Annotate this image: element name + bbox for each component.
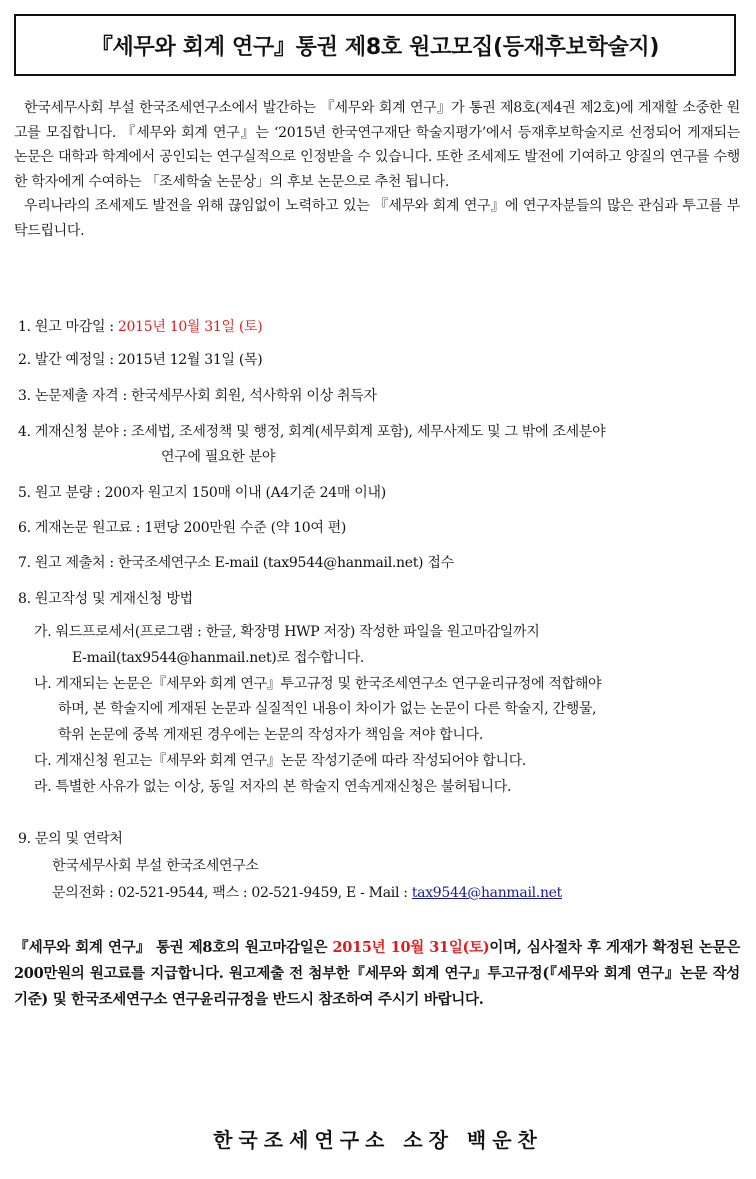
title-box <box>14 14 736 76</box>
item-submission: 7. 원고 제출처 : 한국조세연구소 E-mail (tax9544@hanmail.net) 접수 <box>18 555 454 571</box>
item-field-cont: 연구에 필요한 분야 <box>161 449 276 465</box>
item-contact: 9. 문의 및 연락처 <box>18 831 123 847</box>
notice-deadline-date: 2015년 10월 31일(토) <box>332 939 490 956</box>
contact-org: 한국세무사회 부설 한국조세연구소 <box>52 858 259 874</box>
notice-text-before: 『세무와 회계 연구』 통권 제8호의 원고마감일은 <box>14 939 333 956</box>
item-fee: 6. 게재논문 원고료 : 1편당 200만원 수준 (약 10여 편) <box>18 520 347 536</box>
intro-paragraph-1: 한국세무사회 부설 한국조세연구소에서 발간하는 『세무와 회계 연구』가 통권 제8호(제4권 제2호)에 게재할 소중한 원고를 모집합니다. 『세무와 회계 연구』는 ‘2015년 한국연구재단 학술지평가’에서 등재후보학술지로 선정되어 게재되는 논문은 대학과 학계에서 공인되는 연구실적으로 인정받을 수 있습니다. 또한 조세제도 발전에 기여하고 양질의 연구를 수행한 학자에게 수여하는 「조세학술 논문상」의 후보 논문으로 추천 됩니다. <box>14 100 740 190</box>
page-title: 『세무와 회계 연구』통권 제8호 원고모집(등재후보학술지) <box>90 34 660 60</box>
method-da: 다. 게재신청 원고는『세무와 회계 연구』논문 작성기준에 따라 작성되어야 합니다. <box>34 753 527 769</box>
method-na-line3: 학위 논문에 중복 게재된 경우에는 논문의 작성자가 책임을 져야 합니다. <box>58 727 483 743</box>
item-qualification: 3. 논문제출 자격 : 한국세무사회 회원, 석사학위 이상 취득자 <box>18 388 377 404</box>
item-deadline-label: 1. 원고 마감일 : <box>18 319 118 335</box>
method-na-line1: 나. 게재되는 논문은『세무와 회계 연구』투고규정 및 한국조세연구소 연구윤리규정에 적합해야 <box>34 676 602 692</box>
intro-paragraph-2: 우리나라의 조세제도 발전을 위해 끊임없이 노력하고 있는 『세무와 회계 연구』에 연구자분들의 많은 관심과 투고를 부탁드립니다. <box>14 198 740 239</box>
item-deadline <box>18 316 262 336</box>
contact-line <box>52 882 562 902</box>
method-ra: 라. 특별한 사유가 없는 이상, 동일 저자의 본 학술지 연속게재신청은 불허됩니다. <box>34 779 512 795</box>
contact-phone-fax: 문의전화 : 02-521-9544, 팩스 : 02-521-9459, E - Mail : <box>52 885 412 901</box>
method-ga-line2: E-mail(tax9544@hanmail.net)로 접수합니다. <box>72 650 365 666</box>
notice-text-after: 이며, 심사절차 후 게재가 확정된 논문은 200만원의 원고료를 지급합니다. 원고제출 전 첨부한『세무와 회계 연구』투고규정(『세무와 회계 연구』논문 작성기준) 및 한국조세연구소 연구윤리규정을 반드시 참조하여 주시기 바랍니다. <box>14 939 740 1008</box>
item-publish-date: 2. 발간 예정일 : 2015년 12월 31일 (목) <box>18 352 263 368</box>
method-na-line2: 하며, 본 학술지에 게재된 논문과 실질적인 내용이 차이가 없는 논문이 다른 학술지, 간행물, <box>58 701 597 717</box>
item-method: 8. 원고작성 및 게재신청 방법 <box>18 591 193 607</box>
method-ga-line1: 가. 워드프로세서(프로그램 : 한글, 확장명 HWP 저장) 작성한 파일을 원고마감일까지 <box>34 624 540 640</box>
item-field: 4. 게재신청 분야 : 조세법, 조세정책 및 행정, 회계(세무회계 포함), 세무사제도 및 그 밖에 조세분야 <box>18 424 606 440</box>
item-length: 5. 원고 분량 : 200자 원고지 150매 이내 (A4기준 24매 이내) <box>18 485 386 501</box>
signature: 한국조세연구소 소장 백운찬 <box>213 1128 543 1152</box>
notice-paragraph <box>14 935 740 1013</box>
intro-section <box>14 96 740 243</box>
contact-email-link[interactable]: tax9544@hanmail.net <box>411 885 562 901</box>
item-deadline-date: 2015년 10월 31일 (토) <box>117 319 263 335</box>
